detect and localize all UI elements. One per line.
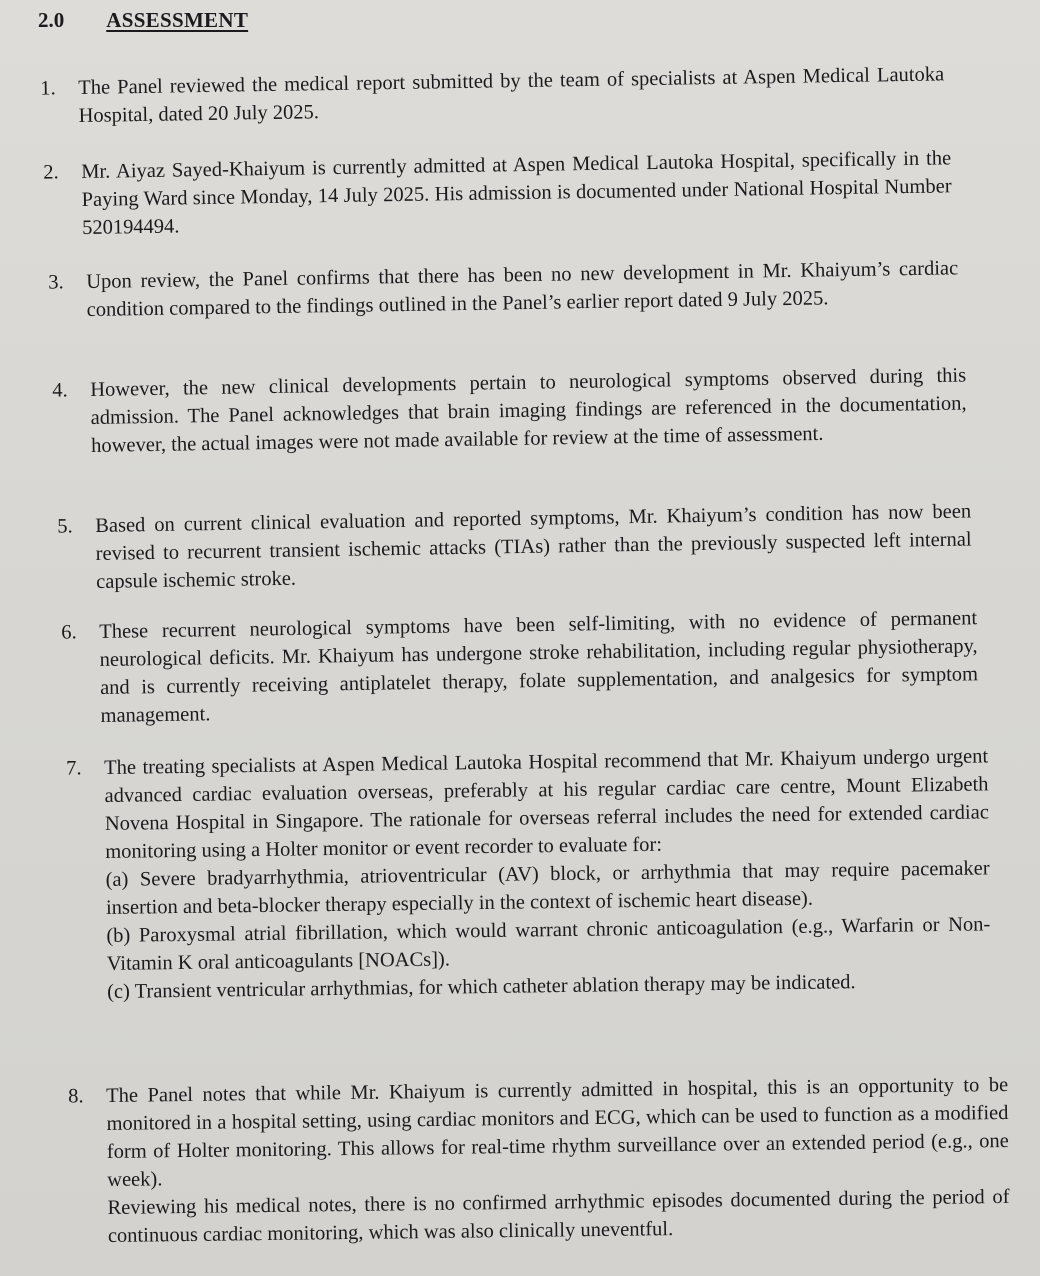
section-header	[38, 8, 248, 33]
list-item-text: The Panel reviewed the medical report submitted by the team of specialists at Aspen Medical Lautoka Hospital, dated 20 July 2025.	[78, 63, 945, 127]
list-item-text: Mr. Aiyaz Sayed-Khaiyum is currently admitted at Aspen Medical Lautoka Hospital, specifically in the Paying Ward since Monday, 14 July 2025. His admission is documented under National Hospital Number 520194494.	[81, 147, 952, 239]
list-item-number: 7.	[66, 757, 82, 780]
list-item-number: 6.	[61, 621, 77, 644]
list-item-text: Based on current clinical evaluation and reported symptoms, Mr. Khaiyum’s condition has now been revised to recurrent transient ischemic attacks (TIAs) rather than the previously suspected left internal capsule ischemic stroke.	[95, 500, 972, 593]
list-item-text: Upon review, the Panel confirms that there has been no new development in Mr. Khaiyum’s cardiac condition compared to the findings outlined in the Panel’s earlier report dated 9 July 2025.	[86, 257, 959, 321]
list-item	[40, 60, 945, 130]
list-item-number: 5.	[57, 515, 73, 538]
list-item-number: 1.	[40, 77, 56, 100]
list-item	[68, 1071, 1010, 1250]
list-item-subpoint-b: (b) Paroxysmal atrial fibrillation, which would warrant chronic anticoagulation (e.g., Warfarin or Non-Vitamin K oral anticoagulants [NOACs]).	[106, 913, 991, 975]
list-item-number: 4.	[52, 379, 68, 402]
list-item-text-continued: Reviewing his medical notes, there is no confirmed arrhythmic episodes documented during the period of continuous cardiac monitoring, which was also clinically uneventful.	[107, 1185, 1010, 1247]
list-item	[66, 742, 991, 1006]
list-item	[48, 254, 959, 324]
section-number: 2.0	[38, 8, 65, 32]
list-item-subpoint-c: (c) Transient ventricular arrhythmias, for which catheter ablation therapy may be indicated.	[106, 971, 856, 1003]
list-item-text: The Panel notes that while Mr. Khaiyum is currently admitted in hospital, this is an opportunity to be monitored in a hospital setting, using cardiac monitors and ECG, which can be used to function as a modified form of Holter monitoring. This allows for real-time rhythm surveillance over an extended period (e.g., one week).	[106, 1073, 1009, 1191]
list-item-text: These recurrent neurological symptoms have been self-limiting, with no evidence of permanent neurological deficits. Mr. Khaiyum has undergone stroke rehabilitation, including regular physiotherapy, and is currently receiving antiplatelet therapy, folate supplementation, and analgesics for symptom management.	[99, 607, 979, 727]
list-item	[61, 604, 979, 730]
list-item	[57, 497, 972, 596]
list-item	[43, 144, 952, 242]
list-item-number: 2.	[43, 161, 59, 184]
list-item	[52, 361, 967, 460]
section-title: ASSESSMENT	[106, 8, 249, 32]
list-item-text: However, the new clinical developments pertain to neurological symptoms observed during this admission. The Panel acknowledges that brain imaging findings are referenced in the documentation, however, the actual images were not made available for review at the time of assessment.	[90, 364, 967, 457]
list-item-number: 8.	[68, 1085, 84, 1108]
list-item-text: The treating specialists at Aspen Medical Lautoka Hospital recommend that Mr. Khaiyum undergo urgent advanced cardiac evaluation overseas, preferably at his regular cardiac care centre, Mount Elizabeth Novena Hospital in Singapore. The rationale for overseas referral includes the need for extended cardiac monitoring using a Holter monitor or event recorder to evaluate for:	[104, 745, 989, 863]
list-item-number: 3.	[48, 271, 64, 294]
list-item-subpoint-a: (a) Severe bradyarrhythmia, atrioventricular (AV) block, or arrhythmia that may require pacemaker insertion and beta-blocker therapy especially in the context of ischemic heart disease).	[105, 857, 990, 919]
